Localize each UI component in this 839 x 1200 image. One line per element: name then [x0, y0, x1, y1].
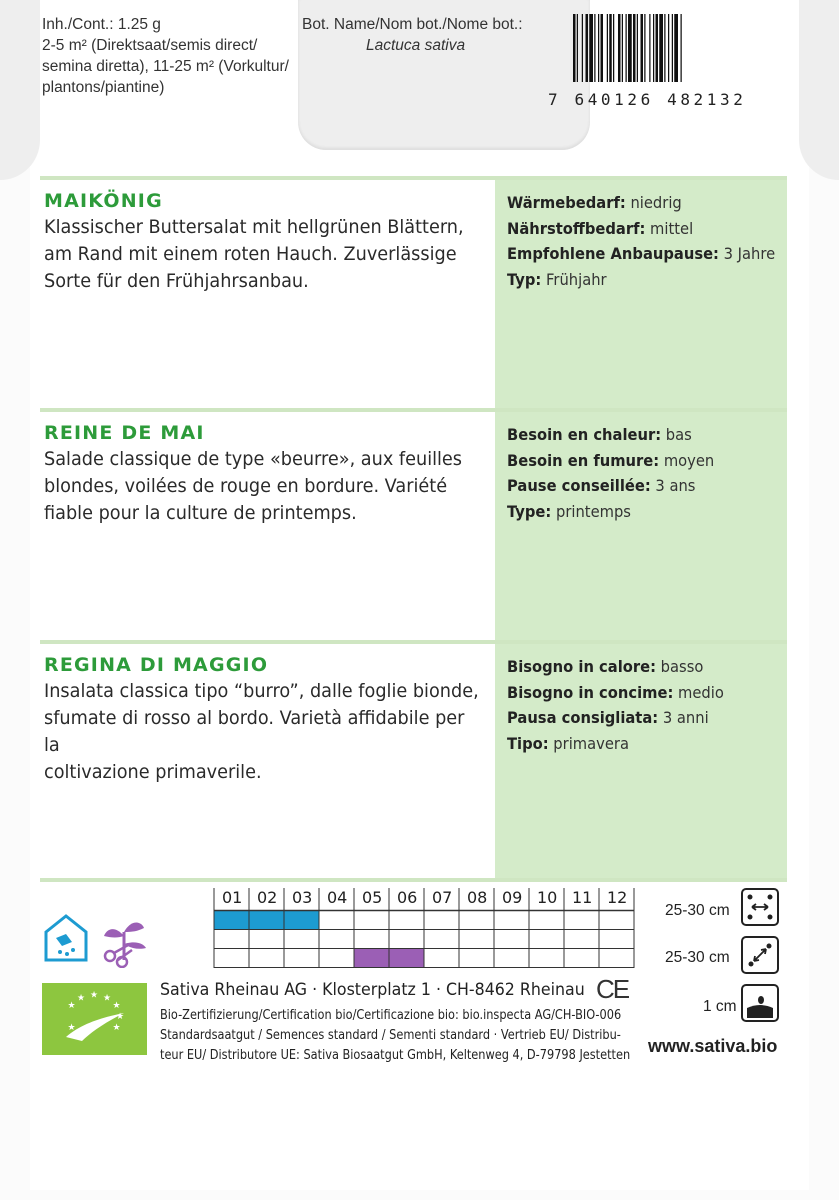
- barcode-bar: [622, 14, 623, 82]
- property-key: Typ:: [507, 269, 542, 289]
- property-row: [507, 267, 754, 293]
- property-value: basso: [655, 657, 704, 676]
- properties-list: [495, 180, 787, 302]
- property-key: Bisogno in concime:: [507, 682, 674, 702]
- variety-section-it: [40, 640, 787, 878]
- property-row: [507, 473, 754, 499]
- barcode-bar: [644, 14, 645, 82]
- description-line: fiable pour la culture de printemps.: [44, 502, 357, 524]
- properties-panel-fr: [495, 412, 787, 644]
- greenhouse-sowing-icon: [42, 912, 90, 964]
- properties-panel-it: [495, 644, 787, 878]
- plant-spacing-label: 25-30 cm: [665, 949, 730, 966]
- contents-info: [42, 14, 312, 98]
- eu-star-icon: ★: [89, 989, 99, 1000]
- plant-spacing-icon: [741, 936, 779, 974]
- variety-description-de: [44, 214, 481, 295]
- property-row: [507, 680, 754, 706]
- seedling-scissors-icon: [96, 912, 150, 968]
- ce-mark: CE: [596, 974, 629, 1004]
- row-spacing-label: 25-30 cm: [665, 902, 730, 919]
- barcode-bar: [659, 14, 663, 82]
- property-row: [507, 654, 754, 680]
- website-link[interactable]: www.sativa.bio: [648, 1036, 778, 1056]
- barcode-bar: [656, 14, 659, 82]
- seed-standard-line: Standardsaatgut / Semences standard / Sementi standard · Vertrieb EU/ Distribu-: [160, 1028, 621, 1043]
- sowing-depth-label: 1 cm: [703, 998, 737, 1015]
- sowing-period-bar: [214, 911, 319, 929]
- description-line: Insalata classica tipo “burro”, dalle foglie bionde,: [44, 680, 479, 702]
- calendar-month-label: 01: [222, 888, 243, 907]
- property-value: 3 anni: [658, 708, 709, 727]
- barcode-number: 7 640126 482132: [548, 90, 747, 109]
- distributor-line: teur EU/ Distributore UE: Sativa Biosaatgut GmbH, Keltenweg 4, D-79798 Jestetten: [160, 1048, 631, 1063]
- barcode-bar: [609, 14, 612, 82]
- company-address: Sativa Rheinau AG · Klosterplatz 1 · CH-8462 Rheinau: [160, 980, 585, 1000]
- property-value: Frühjahr: [541, 269, 607, 289]
- barcode-bar: [674, 14, 678, 82]
- property-value: primavera: [548, 733, 630, 753]
- property-row: [507, 190, 754, 216]
- variety-section-de: [40, 176, 787, 412]
- property-key: Empfohlene Anbaupause:: [507, 244, 719, 263]
- row-spacing-icon: [741, 888, 779, 926]
- calendar-month-label: 12: [607, 888, 628, 907]
- botanical-name-block: [302, 14, 542, 56]
- barcode-bar: [586, 14, 589, 82]
- barcode-bar: [664, 14, 665, 82]
- variety-title-fr: REINE DE MAI: [44, 422, 205, 444]
- properties-list: [495, 412, 787, 534]
- property-row: [507, 448, 754, 474]
- property-row: [507, 705, 754, 731]
- barcode-bar: [653, 14, 654, 82]
- property-value: 3 ans: [650, 476, 696, 495]
- property-row: [507, 731, 754, 757]
- property-row: [507, 499, 754, 525]
- variety-description-it: [44, 678, 481, 786]
- barcode-bar: [607, 14, 608, 82]
- property-value: mittel: [645, 218, 694, 238]
- eu-star-icon: ★: [115, 1011, 125, 1021]
- contents-line: 2-5 m² (Direktsaat/semis direct/: [42, 37, 258, 54]
- eu-star-icon: ★: [67, 1000, 76, 1011]
- barcode-bar: [633, 14, 636, 82]
- contents-line: plantons/piantine): [42, 79, 165, 96]
- property-key: Type:: [507, 501, 552, 521]
- property-key: Bisogno in calore:: [507, 657, 656, 676]
- botanical-name-label: Bot. Name/Nom bot./Nome bot.:: [302, 16, 523, 33]
- property-value: 3 Jahre: [718, 244, 776, 263]
- description-line: am Rand mit einem roten Hauch. Zuverlässige: [44, 243, 457, 265]
- eu-star-icon: ★: [76, 992, 86, 1003]
- description-line: coltivazione primaverile.: [44, 761, 262, 783]
- packet-corner-left: [0, 0, 40, 180]
- property-value: bas: [661, 425, 692, 444]
- variety-title-de: MAIKÖNIG: [44, 190, 163, 212]
- barcode-bar: [577, 14, 578, 82]
- barcode-bar: [589, 14, 593, 82]
- property-row: [507, 216, 754, 242]
- barcode-bar: [601, 14, 604, 82]
- properties-panel-de: [495, 180, 787, 412]
- barcode-bar: [628, 14, 632, 82]
- calendar-month-label: 03: [292, 888, 313, 907]
- calendar-month-label: 04: [327, 888, 348, 907]
- calendar-month-label: 02: [257, 888, 278, 907]
- variety-section-fr: [40, 408, 787, 644]
- property-key: Nährstoffbedarf:: [507, 218, 646, 238]
- calendar-month-label: 08: [467, 888, 488, 907]
- property-row: [507, 422, 754, 448]
- barcode-bar: [668, 14, 669, 82]
- description-line: Sorte für den Frühjahrsanbau.: [44, 270, 309, 292]
- calendar-grid: [214, 910, 634, 968]
- property-key: Besoin en fumure:: [507, 450, 660, 470]
- calendar-month-label: 09: [502, 888, 523, 907]
- property-value: moyen: [659, 450, 715, 470]
- barcode: [573, 14, 777, 82]
- eu-star-icon: ★: [112, 1000, 121, 1011]
- barcode-bar: [573, 14, 576, 82]
- barcode-bar: [598, 14, 599, 82]
- barcode-bar: [672, 14, 673, 82]
- eu-star-icon: ★: [112, 1021, 121, 1032]
- barcode-bar: [594, 14, 595, 82]
- barcode-bar: [637, 14, 638, 82]
- property-key: Besoin en chaleur:: [507, 425, 662, 444]
- property-key: Tipo:: [507, 733, 549, 753]
- barcode-bar: [681, 14, 682, 82]
- property-value: niedrig: [625, 193, 682, 212]
- barcode-bar: [649, 14, 650, 82]
- calendar-month-label: 05: [362, 888, 383, 907]
- botanical-name-value: Lactuca sativa: [366, 37, 466, 54]
- eu-star-icon: ★: [67, 1021, 76, 1032]
- property-row: [507, 241, 776, 267]
- calendar-month-label: 11: [572, 888, 593, 907]
- calendar-month-label: 06: [397, 888, 418, 907]
- footer-divider: [40, 878, 787, 882]
- contents-line: Inh./Cont.: 1.25 g: [42, 16, 161, 33]
- packet-corner-right: [799, 0, 839, 180]
- property-key: Pausa consigliata:: [507, 708, 659, 727]
- description-line: blondes, voilées de rouge en bordure. Variété: [44, 475, 448, 497]
- property-key: Pause conseillée:: [507, 476, 651, 495]
- certification-line: Bio-Zertifizierung/Certification bio/Certificazione bio: bio.inspecta AG/CH-BIO-006: [160, 1008, 622, 1023]
- barcode-bar: [582, 14, 583, 82]
- eu-star-icon: ★: [102, 992, 112, 1003]
- description-line: sfumate di rosso al bordo. Varietà affidabile per la: [44, 707, 465, 756]
- description-line: Salade classique de type «beurre», aux feuilles: [44, 448, 463, 470]
- barcode-bar: [618, 14, 621, 82]
- barcode-bar: [613, 14, 614, 82]
- property-key: Wärmebedarf:: [507, 193, 626, 212]
- calendar-month-label: 07: [432, 888, 453, 907]
- calendar-month-label: 10: [537, 888, 558, 907]
- properties-list: [495, 644, 787, 766]
- barcode-bar: [626, 14, 627, 82]
- variety-title-it: REGINA DI MAGGIO: [44, 654, 269, 676]
- property-value: printemps: [551, 501, 631, 521]
- contents-line: semina diretta), 11-25 m² (Vorkultur/: [42, 58, 289, 75]
- sowing-depth-icon: [741, 984, 779, 1022]
- barcode-bar: [641, 14, 644, 82]
- description-line: Klassischer Buttersalat mit hellgrünen Blättern,: [44, 216, 464, 238]
- eu-organic-logo: [42, 983, 147, 1055]
- property-value: medio: [673, 682, 724, 702]
- variety-description-fr: [44, 446, 481, 527]
